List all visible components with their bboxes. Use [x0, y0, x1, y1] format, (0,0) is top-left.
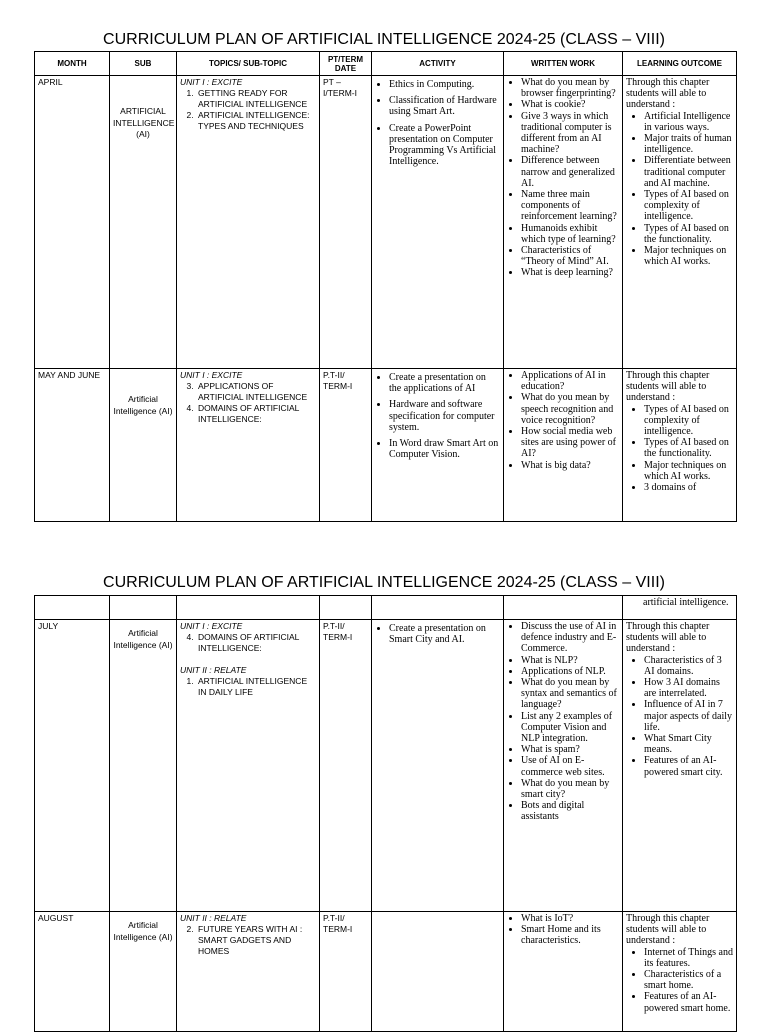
page-1: [0, 30, 768, 494]
activity-cell: [372, 620, 504, 912]
activity-cell: [372, 76, 504, 369]
header-written-work: WRITTEN WORK: [504, 52, 623, 76]
subject-cell: Artificial Intelligence (AI): [110, 369, 177, 522]
continuation-row: [35, 596, 737, 620]
written-work-cell: [504, 620, 623, 912]
written-item: • List any 2 examples of Computer Vision and NLP integration.: [521, 711, 619, 745]
header-pt-term-date: PT/TERM DATE: [320, 52, 372, 76]
written-item: • Give 3 ways in which traditional computer is different from an AI machine?: [521, 111, 619, 156]
written-item: • What do you mean by browser fingerprinting?: [521, 77, 619, 99]
outcome-item: • 3 domains of: [644, 482, 733, 493]
written-item: • Use of AI on E-commerce web sites.: [521, 755, 619, 777]
header-topics: TOPICS/ SUB-TOPIC: [177, 52, 320, 76]
outcome-intro: Through this chapter students will able to understand :: [626, 77, 710, 111]
month-cell: AUGUST: [35, 912, 110, 1032]
outcome-intro: Through this chapter students will able to understand :: [626, 621, 710, 655]
outcome-item: • Types of AI based on the functionality.: [644, 223, 733, 245]
topic-item: 4. DOMAINS OF ARTIFICIAL INTELLIGENCE:: [196, 403, 316, 425]
written-item: • What do you mean by smart city?: [521, 778, 619, 800]
pt-term-cell: P.T-II/ TERM-I: [320, 369, 372, 522]
curriculum-table: [34, 595, 737, 1032]
outcome-item: • Characteristics of a smart home.: [644, 969, 733, 991]
outcome-item: • Types of AI based on complexity of intelligence.: [644, 404, 733, 438]
activity-item: • In Word draw Smart Art on Computer Vision.: [389, 438, 500, 460]
outcome-item: • Major traits of human intelligence.: [644, 133, 733, 155]
outcome-item: • Types of AI based on the functionality.: [644, 437, 733, 459]
activity-item: • Ethics in Computing.: [389, 79, 500, 90]
learning-outcome-cell: [623, 76, 737, 369]
outcome-item: • Features of an AI-powered smart city.: [644, 755, 733, 777]
learning-outcome-cell: [623, 620, 737, 912]
learning-outcome-cell: [623, 912, 737, 1032]
table-header-row: [35, 52, 737, 76]
written-item: • Smart Home and its characteristics.: [521, 924, 619, 946]
topic-item: 1. GETTING READY FOR ARTIFICIAL INTELLIGENCE: [196, 88, 316, 110]
header-learning-outcome: LEARNING OUTCOME: [623, 52, 737, 76]
month-cell: APRIL: [35, 76, 110, 369]
outcome-intro: Through this chapter students will able to understand :: [626, 370, 710, 404]
outcome-item: • Types of AI based on complexity of intelligence.: [644, 189, 733, 223]
topic-item: 1. ARTIFICIAL INTELLIGENCE IN DAILY LIFE: [196, 676, 316, 698]
written-item: • Applications of AI in education?: [521, 370, 619, 392]
topic-list: [180, 381, 316, 425]
pt-term-cell: PT – I/TERM-I: [320, 76, 372, 369]
outcome-item: • Major techniques on which AI works.: [644, 460, 733, 482]
header-sub: SUB: [110, 52, 177, 76]
outcome-item: • Artificial Intelligence in various ways.: [644, 111, 733, 133]
topic-list: [180, 676, 316, 698]
subject-cell: Artificial Intelligence (AI): [110, 912, 177, 1032]
unit-label: UNIT I : EXCITE: [180, 77, 243, 87]
written-work-cell: [504, 912, 623, 1032]
table-row: [35, 912, 737, 1032]
table-row: [35, 369, 737, 522]
outcome-item: • Major techniques on which AI works.: [644, 245, 733, 267]
written-item: • What is IoT?: [521, 913, 619, 924]
written-item: • Name three main components of reinforcement learning?: [521, 189, 619, 223]
unit-label: UNIT I : EXCITE: [180, 370, 243, 380]
written-item: • Difference between narrow and generalized AI.: [521, 155, 619, 189]
unit-label: UNIT II : RELATE: [180, 913, 247, 923]
topic-item: 3. APPLICATIONS OF ARTIFICIAL INTELLIGENCE: [196, 381, 316, 403]
curriculum-table: [34, 51, 737, 522]
unit-label: UNIT II : RELATE: [180, 665, 247, 675]
table-row: [35, 620, 737, 912]
activity-item: • Create a presentation on Smart City and AI.: [389, 623, 500, 645]
page-title: CURRICULUM PLAN OF ARTIFICIAL INTELLIGENCE 2024-25 (CLASS – VIII): [103, 574, 665, 591]
outcome-item: • Features of an AI-powered smart home.: [644, 991, 733, 1013]
header-activity: ACTIVITY: [372, 52, 504, 76]
outcome-continuation: artificial intelligence.: [623, 596, 737, 620]
written-work-cell: [504, 369, 623, 522]
topic-item: 2. ARTIFICIAL INTELLIGENCE: TYPES AND TECHNIQUES: [196, 110, 316, 132]
written-item: • Applications of NLP.: [521, 666, 619, 677]
outcome-item: • Influence of AI in 7 major aspects of daily life.: [644, 699, 733, 733]
written-item: • What is big data?: [521, 460, 619, 471]
subject-cell: Artificial Intelligence (AI): [110, 620, 177, 912]
written-item: • How social media web sites are using power of AI?: [521, 426, 619, 460]
header-month: MONTH: [35, 52, 110, 76]
activity-cell: [372, 369, 504, 522]
written-item: • What is deep learning?: [521, 267, 619, 278]
pt-term-cell: P.T-II/ TERM-I: [320, 620, 372, 912]
topics-cell: [177, 76, 320, 369]
topic-list: [180, 924, 316, 957]
topics-cell: [177, 620, 320, 912]
written-item: • Humanoids exhibit which type of learning?: [521, 223, 619, 245]
written-item: • Discuss the use of AI in defence industry and E-Commerce.: [521, 621, 619, 655]
outcome-item: • How 3 AI domains are interrelated.: [644, 677, 733, 699]
written-item: • What do you mean by syntax and semantics of language?: [521, 677, 619, 711]
page-title: CURRICULUM PLAN OF ARTIFICIAL INTELLIGENCE 2024-25 (CLASS – VIII): [103, 31, 665, 48]
written-item: • Bots and digital assistants: [521, 800, 619, 822]
activity-item: • Hardware and software specification for computer system.: [389, 399, 500, 433]
month-cell: JULY: [35, 620, 110, 912]
topic-item: 4. DOMAINS OF ARTIFICIAL INTELLIGENCE:: [196, 632, 316, 654]
written-item: • What is spam?: [521, 744, 619, 755]
unit-label: UNIT I : EXCITE: [180, 621, 243, 631]
activity-cell: [372, 912, 504, 1032]
topic-item: 2. FUTURE YEARS WITH AI : SMART GADGETS AND HOMES: [196, 924, 316, 957]
activity-item: • Create a presentation on the applications of AI: [389, 372, 500, 394]
outcome-item: • What Smart City means.: [644, 733, 733, 755]
outcome-item: • Differentiate between traditional computer and AI machine.: [644, 155, 733, 189]
outcome-item: • Internet of Things and its features.: [644, 947, 733, 969]
written-item: • What is cookie?: [521, 99, 619, 110]
pt-term-cell: P.T-II/ TERM-I: [320, 912, 372, 1032]
outcome-intro: Through this chapter students will able to understand :: [626, 913, 710, 947]
outcome-item: • Characteristics of 3 AI domains.: [644, 655, 733, 677]
written-item: • What do you mean by speech recognition and voice recognition?: [521, 392, 619, 426]
topic-list: [180, 632, 316, 654]
topics-cell: [177, 369, 320, 522]
page-2: [0, 573, 768, 1014]
topic-list: [180, 88, 316, 132]
subject-cell: ARTIFICIAL INTELLIGENCE (AI): [110, 76, 177, 369]
written-item: • Characteristics of “Theory of Mind” AI.: [521, 245, 619, 267]
topics-cell: [177, 912, 320, 1032]
month-cell: MAY AND JUNE: [35, 369, 110, 522]
written-work-cell: [504, 76, 623, 369]
learning-outcome-cell: [623, 369, 737, 522]
activity-item: • Create a PowerPoint presentation on Computer Programming Vs Artificial Intelligence.: [389, 123, 500, 168]
written-item: • What is NLP?: [521, 655, 619, 666]
table-row: [35, 76, 737, 369]
activity-item: • Classification of Hardware using Smart Art.: [389, 95, 500, 117]
